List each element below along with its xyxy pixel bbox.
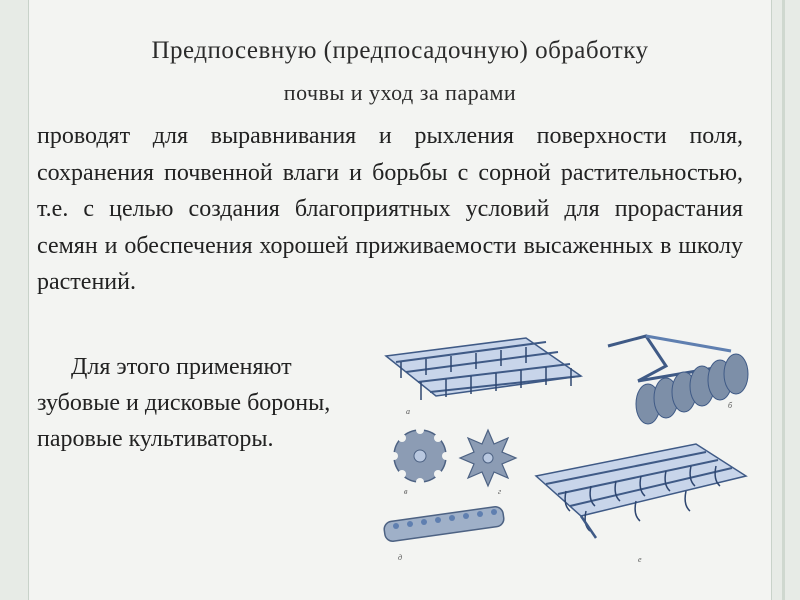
caption-b: б — [728, 401, 733, 410]
caption-g: г — [498, 487, 502, 496]
tooth-harrow-image — [386, 338, 581, 416]
paragraph-2: Для этого применяют зубовые и дисковые бороны, паровые культиваторы. — [37, 354, 331, 452]
cultivator-image — [536, 444, 746, 564]
caption-a: а — [406, 407, 410, 416]
caption-d: д — [398, 553, 403, 562]
disc-harrow-image — [608, 336, 748, 424]
roller-image — [383, 506, 505, 562]
slide-title — [40, 30, 760, 114]
caption-v: в — [404, 487, 408, 496]
notched-disc-image — [390, 426, 450, 496]
title-line-2: почвы и уход за парами — [283, 80, 517, 105]
right-frame-border — [771, 0, 800, 600]
main-paragraph — [37, 118, 743, 301]
harrows-illustration — [376, 326, 761, 576]
tools-paragraph — [37, 349, 367, 457]
caption-e: е — [638, 555, 642, 564]
star-disc-image — [460, 430, 516, 496]
left-frame-border — [0, 0, 29, 600]
title-line-1: Предпосевную (предпосадочную) обработку — [151, 37, 649, 64]
paragraph-1: проводят для выравнивания и рыхления поверхности поля, сохранения почвенной влаги и борьбы с сорной растительностью, т.е. с целью создания благоприятных условий для прорастания семян и обеспечения хорошей приживаемости высаженных в школу растений. — [37, 123, 743, 296]
